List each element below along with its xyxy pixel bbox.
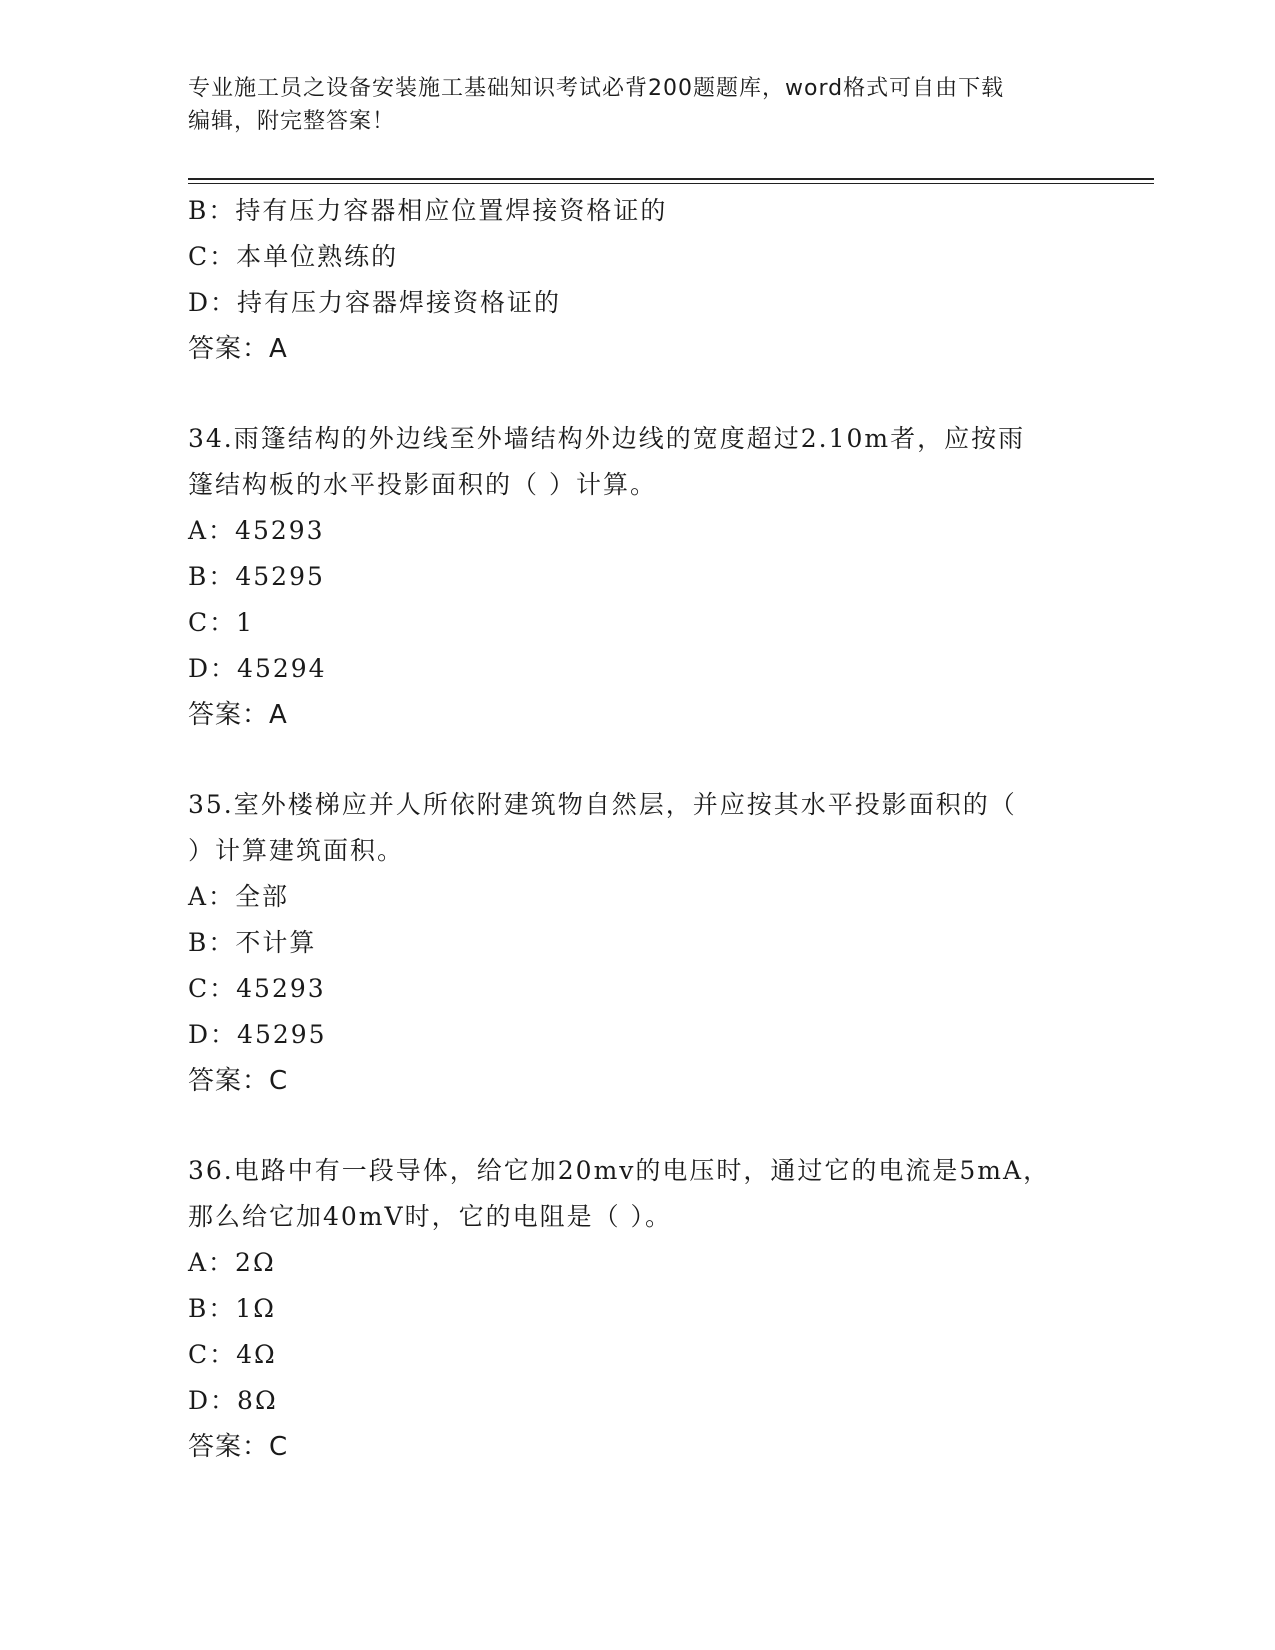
option-d: D：45294 bbox=[188, 654, 327, 683]
option-d: D：8Ω bbox=[188, 1386, 278, 1415]
question-stem-line-1: 36.电路中有一段导体，给它加20mv的电压时，通过它的电流是5mA， bbox=[188, 1156, 1051, 1185]
question-block-35 bbox=[188, 782, 1088, 1104]
answer-line: 答案：A bbox=[188, 700, 288, 730]
header-title-line-1: 专业施工员之设备安装施工基础知识考试必背200题题库，word格式可自由下载 bbox=[188, 76, 1005, 101]
option-c: C：本单位熟练的 bbox=[188, 242, 399, 271]
option-d: D：持有压力容器焊接资格证的 bbox=[188, 288, 562, 317]
header-title-line-2: 编辑，附完整答案！ bbox=[188, 109, 396, 134]
answer-line: 答案：C bbox=[188, 1432, 289, 1462]
question-block-34 bbox=[188, 416, 1088, 738]
option-c: C：45293 bbox=[188, 974, 326, 1003]
document-header bbox=[188, 72, 1088, 138]
option-c: C：1 bbox=[188, 608, 255, 637]
question-stem-line-1: 35.室外楼梯应并人所依附建筑物自然层，并应按其水平投影面积的（ bbox=[188, 790, 1017, 819]
question-block-36 bbox=[188, 1148, 1088, 1470]
option-c: C：4Ω bbox=[188, 1340, 277, 1369]
option-b: B：不计算 bbox=[188, 928, 317, 957]
answer-line: 答案：A bbox=[188, 334, 288, 364]
option-a: A：全部 bbox=[188, 882, 290, 911]
question-block-33 bbox=[188, 188, 1088, 372]
header-divider-thin bbox=[188, 183, 1154, 184]
question-stem bbox=[188, 782, 1088, 874]
option-b: B：1Ω bbox=[188, 1294, 277, 1323]
option-a: A：45293 bbox=[188, 516, 325, 545]
question-stem-line-1: 34.雨篷结构的外边线至外墙结构外边线的宽度超过2.10m者，应按雨 bbox=[188, 424, 1026, 453]
option-b: B：45295 bbox=[188, 562, 325, 591]
question-stem bbox=[188, 1148, 1088, 1240]
question-stem-line-2: 那么给它加40mV时，它的电阻是（ ）。 bbox=[188, 1202, 673, 1231]
document-body bbox=[188, 188, 1088, 1470]
question-stem-line-2: 篷结构板的水平投影面积的（ ）计算。 bbox=[188, 470, 657, 499]
header-divider-thick bbox=[188, 178, 1154, 180]
question-stem-line-2: ）计算建筑面积。 bbox=[188, 836, 405, 865]
answer-line: 答案：C bbox=[188, 1066, 289, 1096]
question-stem bbox=[188, 416, 1088, 508]
option-a: A：2Ω bbox=[188, 1248, 276, 1277]
option-b: B：持有压力容器相应位置焊接资格证的 bbox=[188, 196, 668, 225]
option-d: D：45295 bbox=[188, 1020, 327, 1049]
